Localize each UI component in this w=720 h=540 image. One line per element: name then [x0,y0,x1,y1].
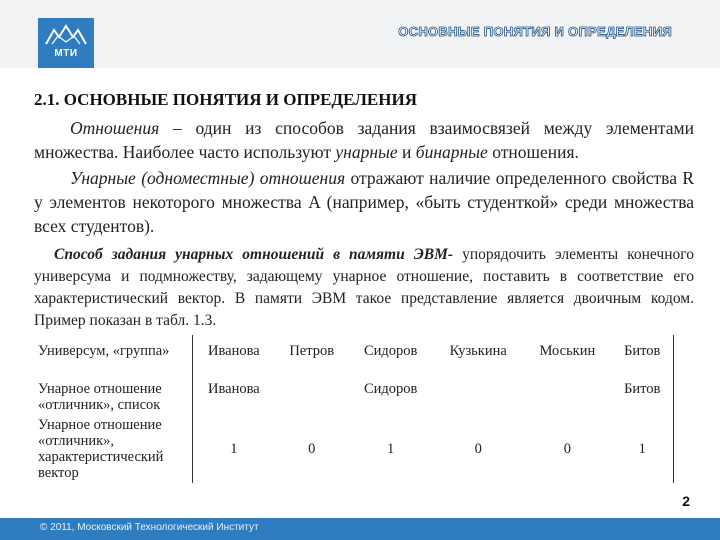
characteristic-vector-table [34,335,674,483]
table-cell: Битов [611,375,673,415]
table-cell: Кузькина [449,343,507,359]
paragraph-unary [34,166,694,238]
row-label: Унарное отношение «отличник», список [34,375,192,415]
storage-method-heading: Способ задания унарных отношений в памяти ЭВМ- [54,246,454,263]
row-label: Унарное отношение «отличник», характеристический вектор [34,415,192,483]
table-cell: 1 [387,441,395,457]
table-cell [275,375,348,415]
table-row [34,335,674,375]
mountains-icon [44,24,88,46]
table-cell: 0 [308,441,316,457]
term-unary-relations: Унарные (одноместные) отношения [70,168,346,188]
logo-text: МТИ [54,48,78,59]
institute-logo [38,18,94,68]
table-cell: Сидоров [363,381,418,397]
table-cell: Сидоров [363,343,418,359]
table-cell: Иванова [208,381,260,397]
header-title: ОСНОВНЫЕ ПОНЯТИЯ И ОПРЕДЕЛЕНИЯ [398,24,672,39]
table-cell [433,375,523,415]
header-bar [0,0,720,68]
table-cell: 0 [563,441,571,457]
table-cell: Моськин [539,343,596,359]
paragraph-storage-method [34,244,694,332]
table-cell: Петров [289,343,335,359]
page-number: 2 [682,493,690,509]
table-row [34,375,674,415]
footer-bar [0,518,720,540]
table-cell: Битов [611,335,673,375]
paragraph-text: отношения. [487,142,579,162]
paragraph-relations [34,116,694,164]
footer-copyright: © 2011, Московский Технологический Институт [40,522,259,533]
paragraph-text: упорядочить элементы конечного универсума и подмножеству, задающему унарное отношение, поставить в соответствие его характеристический вектор. В памяти ЭВМ такое представление является двоичным кодом. Пример показан в табл. 1.3. [34,246,694,329]
table-cell: Иванова [208,343,260,359]
table-cell: 0 [474,441,482,457]
table-row [34,415,674,483]
row-label: Универсум, «группа» [34,335,192,375]
table-cell: 1 [611,415,673,483]
term-binary: бинарные [415,142,488,162]
paragraph-text: отражают наличие определенного свойства R у элементов некоторого множества A (например, «быть студенткой» среди множества всех студентов). [34,168,695,236]
term-unary: унарные [335,142,398,162]
term-relations: Отношения [70,118,160,138]
section-title: 2.1. ОСНОВНЫЕ ПОНЯТИЯ И ОПРЕДЕЛЕНИЯ [34,90,417,109]
paragraph-text: – один из способов задания взаимосвязей между элементами множества. Наиболее часто используют [34,118,694,162]
table-cell [523,375,611,415]
paragraph-text: и [397,142,416,162]
table-cell: 1 [230,441,238,457]
